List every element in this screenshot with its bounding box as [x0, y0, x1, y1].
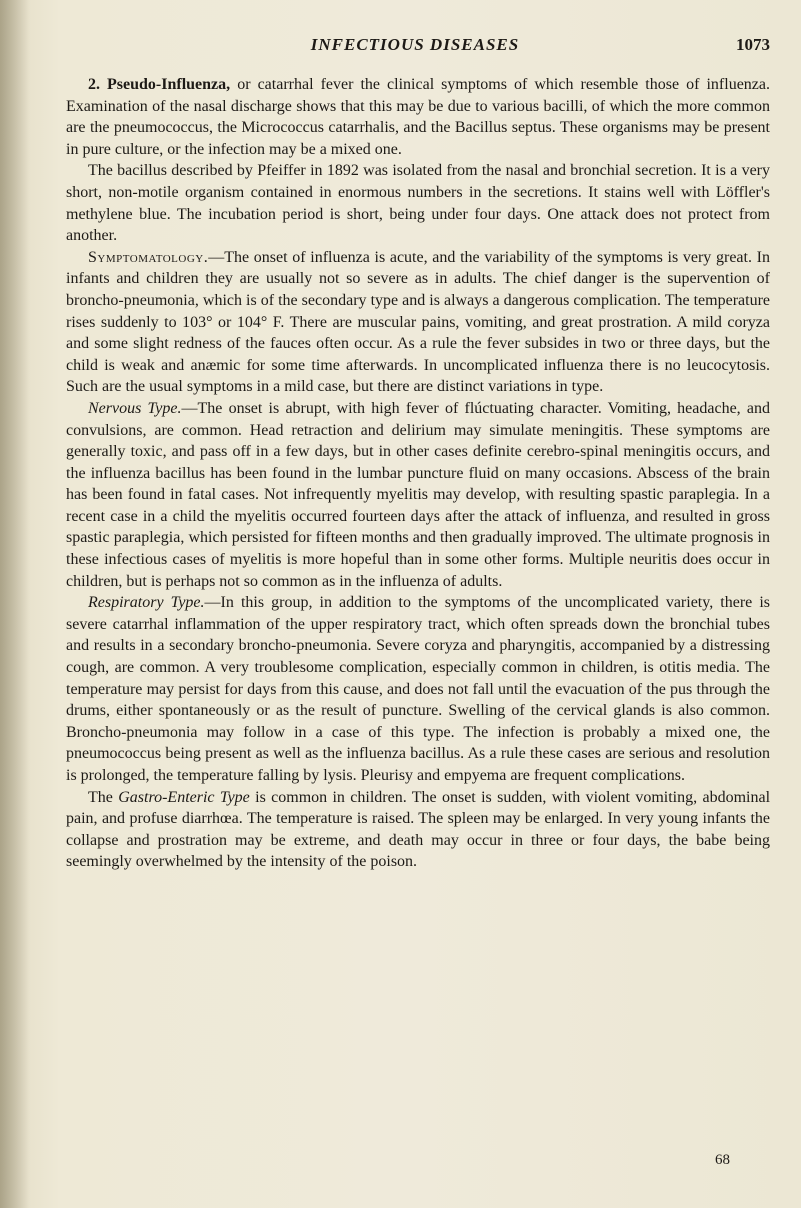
body-text — [66, 74, 770, 873]
page-number: 1073 — [736, 35, 770, 54]
paragraph-respiratory-type — [66, 592, 770, 786]
section-heading-respiratory-type: Respiratory Type. — [88, 594, 205, 612]
section-heading-pseudo-influenza: 2. Pseudo-Influenza, — [88, 76, 231, 93]
paragraph-text: is common in children. The onset is sudden, with violent vomiting, abdominal pain, and profuse diarrhœa. The temperature is raised. The spleen may be enlarged. In very young infants the collapse and prostration may be extreme, and death may occur in three or four days, the babe being seemingly overwhelmed by the intensity of the poison. — [66, 788, 771, 871]
running-title: INFECTIOUS DISEASES — [310, 35, 520, 54]
section-heading-nervous-type: Nervous Type. — [88, 399, 182, 417]
section-heading-symptomatology: Symptomatology. — [88, 248, 209, 266]
paragraph-text: or catarrhal fever the clinical symptoms of which resemble those of influenza. Examination of the nasal discharge shows that this may be due to various bacilli, of which the more common are the pneumococcus, the Micrococcus catarrhalis, and the Bacillus septus. These organisms may be present in pure culture, or the infection may be a mixed one. — [66, 76, 771, 158]
paragraph-text: —The onset is abrupt, with high fever of flúctuating character. Vomiting, headache, and convulsions, are common. Head retraction and delirium may simulate meningitis. These symptoms are generally toxic, and pass off in a few days, but in other cases definite cerebro-spinal meningitis occurs, and the influenza bacillus has been found in the lumbar puncture fluid on many occasions. Abscess of the brain has been found in fatal cases. Not infrequently myelitis may develop, with resulting spastic paraplegia. In a recent case in a child the myelitis occurred fourteen days after the attack of influenza, and resulted in gross spastic paraplegia, which persisted for fifteen months and then gradually improved. The ultimate prognosis in these infectious cases of myelitis is more hopeful than in some other forms. Multiple neuritis does occur in children, but is perhaps not so common as in the influenza of adults. — [66, 399, 770, 590]
paragraph-text: —In this group, in addition to the symptoms of the uncomplicated variety, there is severe catarrhal inflammation of the upper respiratory tract, which often spreads down the bronchial tubes and results in a secondary broncho-pneumonia. Severe coryza and pharyngitis, accompanied by a distressing cough, are common. A very troublesome complication, especially common in children, is otitis media. The temperature may persist for days from this cause, and does not fall until the evacuation of the pus through the drums, either spontaneously or as the result of puncture. Swelling of the cervical glands is also common. Broncho-pneumonia may follow in a case of this type. The infection is probably a mixed one, the pneumococcus being present as well as the influenza bacillus. As a rule these cases are serious and resolution is prolonged, the temperature falling by lysis. Pleurisy and empyema are frequent complications. — [66, 594, 771, 784]
paragraph-pseudo-influenza — [66, 74, 770, 160]
paragraph-text: The bacillus described by Pfeiffer in 1892 was isolated from the nasal and bronchial secretion. It is a very short, non-motile organism contained in enormous numbers in the secretions. It stains well with Löffler's methylene blue. The incubation period is short, being under four days. One attack does not protect from another. — [66, 162, 770, 245]
paragraph-symptomatology — [66, 247, 770, 398]
paragraph-text: —The onset of influenza is acute, and the variability of the symptoms is very great. In infants and children they are usually not so severe as in adults. The chief danger is the supervention of broncho-pneumonia, which is of the secondary type and is always a dangerous complication. The temperature rises suddenly to 103° or 104° F. There are muscular pains, vomiting, and great prostration. A mild coryza and some slight redness of the fauces often occur. As a rule the fever subsides in two or three days, but the child is weak and anæmic for some time afterwards. In uncomplicated influenza there is no leucocytosis. Such are the usual symptoms in a mild case, but there are distinct variations in type. — [66, 248, 770, 396]
page-header — [60, 35, 770, 59]
paragraph-gastro-enteric-type — [66, 787, 770, 873]
gutter-shadow — [0, 0, 30, 1208]
section-heading-gastro-enteric-type: Gastro-Enteric Type — [118, 788, 250, 806]
paragraph-pfeiffer-bacillus — [66, 160, 770, 246]
paragraph-nervous-type — [66, 398, 770, 592]
signature-mark: 68 — [715, 1152, 730, 1168]
paragraph-lead-word: The — [88, 788, 119, 806]
